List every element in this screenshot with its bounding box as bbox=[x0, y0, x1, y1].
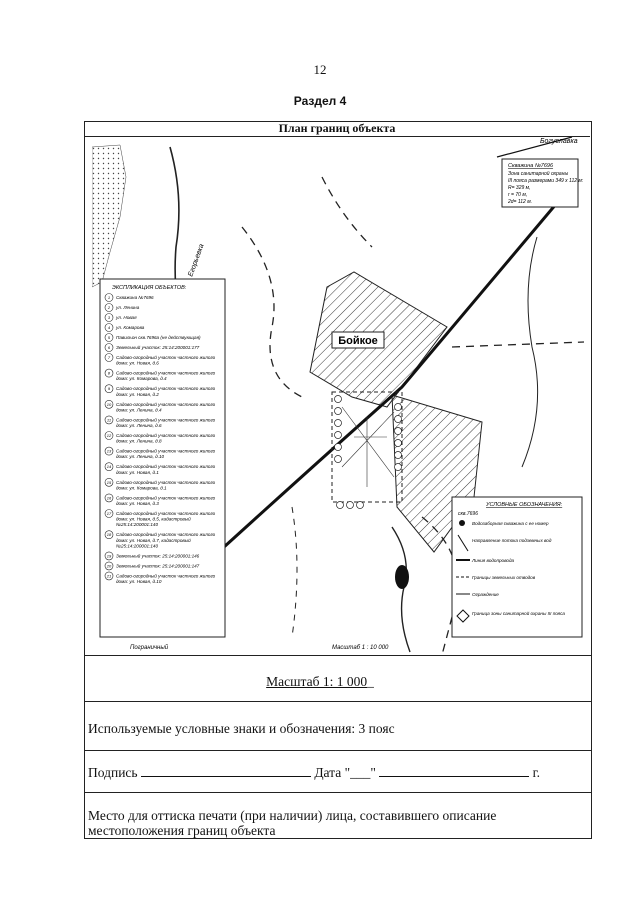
boundary-map bbox=[92, 137, 584, 655]
legend-box bbox=[452, 497, 582, 637]
explication-item: Павильон скв.7696а (не действующая) bbox=[116, 335, 201, 340]
explication-item: Земельный участок: 25:14:200001:146 bbox=[116, 553, 200, 559]
explication-number: 5 bbox=[107, 335, 111, 340]
forest-area bbox=[92, 145, 126, 287]
explication-number: 12 bbox=[106, 433, 112, 438]
date-label: Дата bbox=[314, 765, 342, 780]
page-number: 12 bbox=[313, 62, 327, 77]
explication-item: Садово-огородный участок частного жилого дома: ул. Новая, д.1 bbox=[116, 464, 216, 475]
divider-line bbox=[84, 655, 591, 656]
legend-item: Граница зоны санитарной охраны III пояса bbox=[472, 611, 565, 616]
signature-label: Подпись bbox=[88, 765, 138, 780]
well-box-title: Скважина №7696 bbox=[508, 163, 554, 169]
explication-item: Садово-огородный участок частного жилого дома: ул. Новая, д.7, кадастровый №25:14:200001:140 bbox=[116, 532, 216, 549]
road-dashed-5 bbox=[292, 507, 297, 637]
month-field[interactable] bbox=[379, 764, 529, 777]
scale-line: Масштаб 1: 1 000_ bbox=[266, 674, 374, 689]
scale-text: Масштаб 1: 1 000 bbox=[266, 674, 368, 689]
explication-number: 8 bbox=[107, 370, 111, 376]
explication-number: 13 bbox=[106, 448, 112, 454]
well-box-line: Зона санитарной охраны bbox=[508, 171, 569, 177]
well-box-line: R= 329 м, bbox=[508, 185, 531, 191]
explication-number: 1 bbox=[107, 295, 111, 300]
explication-item: Скважина №7696 bbox=[116, 295, 154, 300]
section-title: Раздел 4 bbox=[293, 94, 347, 108]
well-box-line: III пояса размерами 349 x 112 м: bbox=[508, 178, 584, 184]
well-box-line: 2d= 112 м. bbox=[508, 199, 533, 205]
legend-item: Направление потока подземных вод bbox=[472, 538, 552, 543]
explication-item: Земельный участок: 25:14:200001:147 bbox=[116, 563, 200, 569]
explication-number: 16 bbox=[106, 495, 112, 501]
label-top-right: Богуславка bbox=[540, 138, 578, 145]
explication-item: Садово-огородный участок частного жилого дома: ул. Ленина, д.6 bbox=[116, 417, 216, 428]
plot-markers bbox=[335, 396, 402, 509]
explication-number: 7 bbox=[107, 355, 111, 360]
explication-item: ул. Комарова bbox=[116, 325, 145, 330]
legend-item: Границы земельных отводов bbox=[472, 575, 536, 580]
explication-box bbox=[100, 279, 225, 637]
legend-item: Водозаборная скважина с ее номер bbox=[472, 521, 549, 526]
well-info-box bbox=[502, 159, 584, 207]
explication-title: ЭКСПЛИКАЦИЯ ОБЪЕКТОВ: bbox=[112, 285, 187, 291]
legend-item: Ограждение bbox=[472, 592, 499, 597]
explication-number: 3 bbox=[107, 315, 111, 320]
signature-field[interactable] bbox=[141, 764, 311, 777]
divider-line bbox=[84, 750, 591, 751]
explication-item: ул. Ленина bbox=[116, 305, 140, 310]
seal-text: Место для оттиска печати (при наличии) лица, составившего описание местоположения границ объекта bbox=[88, 808, 497, 838]
explication-number: 10 bbox=[106, 401, 112, 407]
explication-item: ул. Новая bbox=[116, 315, 137, 320]
signature-line bbox=[88, 764, 540, 781]
label-river: Егорьевка bbox=[187, 243, 206, 278]
explication-item: Земельный участок: 25:14:200001:177 bbox=[116, 345, 200, 350]
well-symbol-icon bbox=[459, 520, 465, 526]
explication-number: 18 bbox=[106, 532, 112, 538]
explication-number: 19 bbox=[106, 553, 112, 559]
explication-number: 11 bbox=[106, 417, 112, 423]
signs-text: Используемые условные знаки и обозначения: 3 пояс bbox=[88, 721, 395, 736]
explication-item: Садово-огородный участок частного жилого дома: ул. Новая, д.6 bbox=[116, 355, 216, 366]
explication-item: Садово-огородный участок частного жилого дома: ул. Ленина, д.4 bbox=[116, 401, 216, 413]
explication-number: 6 bbox=[107, 345, 111, 350]
explication-number: 9 bbox=[107, 386, 111, 392]
pond bbox=[395, 565, 409, 589]
explication-number: 21 bbox=[106, 573, 112, 579]
explication-item: Садово-огородный участок частного жилого дома: ул. Новая, д.2 bbox=[116, 386, 216, 397]
road-dashed-3 bbox=[452, 342, 584, 347]
explication-number: 17 bbox=[106, 511, 112, 516]
explication-item: Садово-огородный участок частного жилого дома: ул. Новая, д.5, кадастровый №25:14:200001:140 bbox=[116, 511, 216, 528]
label-bottom-left: Пограничный bbox=[130, 645, 169, 651]
explication-item: Садово-огородный участок частного жилого дома: ул. Новая, д.3 bbox=[116, 495, 216, 506]
divider-line bbox=[84, 701, 591, 702]
explication-item: Садово-огородный участок частного жилого дома: ул. Новая, д.10 bbox=[116, 573, 216, 584]
map-scale-label: Масштаб 1 : 10 000 bbox=[332, 645, 389, 651]
divider-line bbox=[84, 792, 591, 793]
explication-item: Садово-огородный участок частного жилого дома: ул. Ленина, д.10 bbox=[116, 448, 216, 460]
date-quote-close: " bbox=[370, 765, 376, 780]
legend-item: Линия водопровода bbox=[472, 558, 515, 563]
explication-item: Садово-огородный участок частного жилого дома: ул. Комарова, д.1 bbox=[116, 479, 216, 491]
explication-number: 20 bbox=[106, 563, 112, 569]
plan-title: План границ объекта bbox=[84, 121, 590, 137]
explication-number: 4 bbox=[107, 325, 111, 330]
stream-right bbox=[522, 237, 538, 467]
well-box-line: r = 70 м, bbox=[508, 192, 528, 198]
date-quote-open: " bbox=[344, 765, 351, 780]
road-dashed-1 bbox=[242, 227, 302, 397]
explication-item: Садово-огородный участок частного жилого дома: ул. Комарова, д.4 bbox=[116, 370, 216, 382]
village-label: Бойкое bbox=[338, 335, 378, 347]
river-bottom bbox=[392, 527, 410, 652]
legend-title: УСЛОВНЫЕ ОБОЗНАЧЕНИЯ: bbox=[486, 502, 563, 508]
day-field[interactable]: ___ bbox=[350, 765, 371, 780]
explication-item: Садово-огородный участок частного жилого дома: ул. Ленина, д.8 bbox=[116, 433, 216, 444]
explication-number: 14 bbox=[106, 464, 112, 470]
year-suffix: г. bbox=[532, 765, 541, 780]
explication-number: 15 bbox=[106, 479, 112, 485]
legend-well-ref: скв.7696 bbox=[458, 511, 478, 517]
explication-number: 2 bbox=[107, 305, 111, 310]
road-dashed-2 bbox=[322, 177, 372, 247]
